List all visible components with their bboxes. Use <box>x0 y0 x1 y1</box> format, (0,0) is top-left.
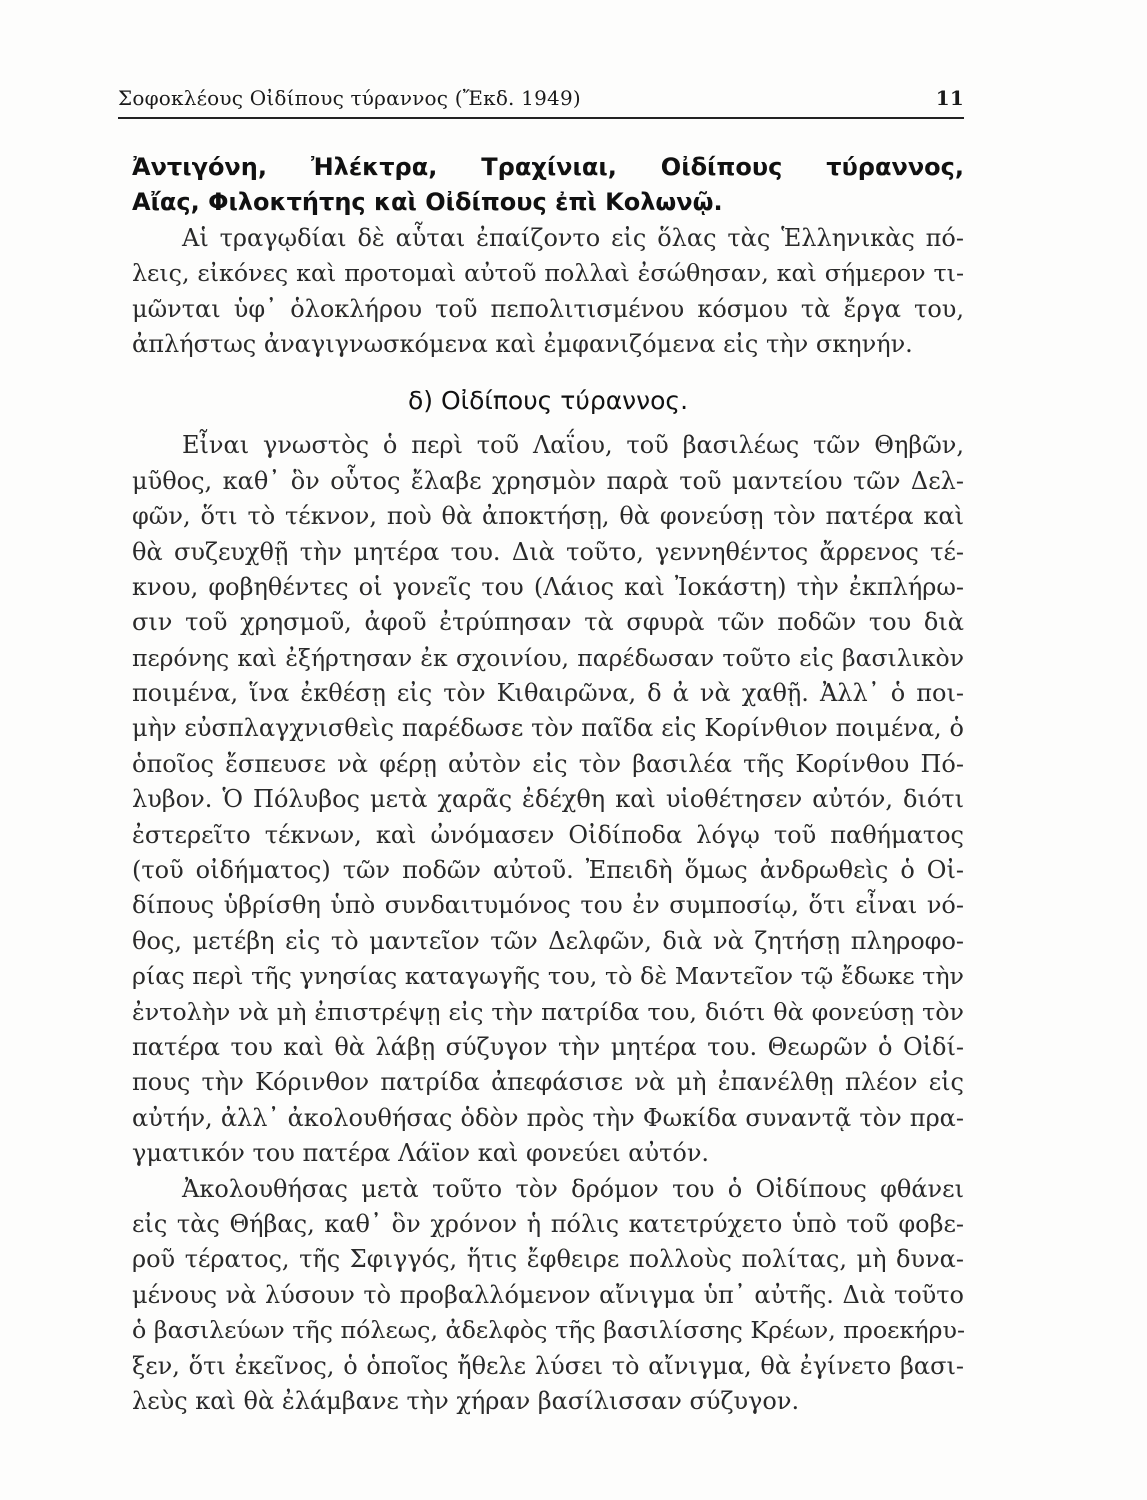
text-line: πατέρα του καὶ θὰ λάβῃ σύζυγον τὴν μητέρα του. Θεωρῶν ὁ Οἰδί- <box>132 1032 964 1061</box>
text-line: ξεν, ὅτι ἐκεῖνος, ὁ ὁποῖος ἤθελε λύσει τὸ αἴνιγμα, θὰ ἐγίνετο βασι- <box>132 1351 964 1380</box>
text-line: Ἀκολουθήσας μετὰ τοῦτο τὸν δρόμον του ὁ Οἰδίπους φθάνει <box>182 1174 964 1203</box>
text-line: θὰ συζευχθῇ τὴν μητέρα του. Διὰ τοῦτο, γεννηθέντος ἄρρενος τέ- <box>132 537 964 566</box>
text-line: θος, μετέβη εἰς τὸ μαντεῖον τῶν Δελφῶν, διὰ νὰ ζητήσῃ πληροφο- <box>132 926 964 955</box>
text-line: μῦθος, καθ᾽ ὃν οὗτος ἔλαβε χρησμὸν παρὰ τοῦ μαντείου τῶν Δελ- <box>132 466 964 495</box>
text-line: μῶνται ὑφ᾽ ὁλοκλήρου τοῦ πεπολιτισμένου κόσμου τὰ ἔργα του, <box>132 294 964 323</box>
text-line: ροῦ τέρατος, τῆς Σφιγγός, ἥτις ἔφθειρε πολλοὺς πολίτας, μὴ δυνα- <box>132 1245 964 1274</box>
text-line: ἀπλήστως ἀναγιγνωσκόμενα καὶ ἐμφανιζόμενα εἰς τὴν σκηνήν. <box>132 329 913 358</box>
text-line: περόνης καὶ ἐξήρτησαν ἐκ σχοινίου, παρέδωσαν τοῦτο εἰς βασιλικὸν <box>132 643 964 672</box>
text-line: λυβον. Ὁ Πόλυβος μετὰ χαρᾶς ἐδέχθη καὶ υἱοθέτησεν αὐτόν, διότι <box>132 785 964 814</box>
text-line: πους τὴν Κόρινθον πατρίδα ἀπεφάσισε νὰ μὴ ἐπανέλθῃ πλέον εἰς <box>132 1068 964 1097</box>
text-line: λεὺς καὶ θὰ ἐλάμβανε τὴν χήραν βασίλισσαν σύζυγον. <box>132 1386 800 1415</box>
page-number: 11 <box>935 86 964 110</box>
text-line: εἰς τὰς Θήβας, καθ᾽ ὃν χρόνον ἡ πόλις κατετρύχετο ὑπὸ τοῦ φοβε- <box>132 1209 964 1238</box>
text-line: μὴν εὐσπλαγχνισθεὶς παρέδωσε τὸν παῖδα εἰς Κορίνθιον ποιμένα, ὁ <box>132 714 964 743</box>
text-line: κνου, φοβηθέντες οἱ γονεῖς του (Λάιος καὶ Ἰοκάστη) τὴν ἐκπλήρω- <box>132 572 964 601</box>
text-line: μένους νὰ λύσουν τὸ προβαλλόμενον αἴνιγμα ὑπ᾽ αὐτῆς. Διὰ τοῦτο <box>132 1280 964 1309</box>
text-line: Εἶναι γνωστὸς ὁ περὶ τοῦ Λαΐου, τοῦ βασιλέως τῶν Θηβῶν, <box>182 431 964 460</box>
text-line: ἐντολὴν νὰ μὴ ἐπιστρέψῃ εἰς τὴν πατρίδα του, διότι θὰ φονεύσῃ τὸν <box>132 997 964 1026</box>
text-line: λεις, εἰκόνες καὶ προτομαὶ αὐτοῦ πολλαὶ ἐσώθησαν, καὶ σήμερον τι- <box>132 259 964 288</box>
text-line: Ἀντιγόνη, Ἠλέκτρα, Τραχίνιαι, Οἰδίπους τύραννος, <box>132 153 964 181</box>
running-header-title: Σοφοκλέους Οἰδίπους τύραννος (Ἔκδ. 1949) <box>118 86 581 110</box>
text-line: αὐτήν, ἀλλ᾽ ἀκολουθήσας ὁδὸν πρὸς τὴν Φωκίδα συναντᾷ τὸν πρα- <box>132 1103 964 1132</box>
text-line: ποιμένα, ἵνα ἐκθέσῃ εἰς τὸν Κιθαιρῶνα, δ ἀ νὰ χαθῇ. Ἀλλ᾽ ὁ ποι- <box>132 679 964 708</box>
text-line: Αἱ τραγῳδίαι δὲ αὗται ἐπαίζοντο εἰς ὅλας τὰς Ἑλληνικὰς πό- <box>182 223 964 252</box>
running-header <box>118 82 964 114</box>
text-line: ρίας περὶ τῆς γνησίας καταγωγῆς του, τὸ δὲ Μαντεῖον τῷ ἔδωκε τὴν <box>132 962 964 991</box>
text-line: φῶν, ὅτι τὸ τέκνον, ποὺ θὰ ἀποκτήσῃ, θὰ φονεύσῃ τὸν πατέρα καὶ <box>132 502 964 531</box>
text-line: ὁποῖος ἔσπευσε νὰ φέρῃ αὐτὸν εἰς τὸν βασιλέα τῆς Κορίνθου Πό- <box>132 749 964 778</box>
text-line: δίπους ὑβρίσθη ὑπὸ συνδαιτυμόνος του ἐν συμποσίῳ, ὅτι εἶναι νό- <box>132 891 964 920</box>
text-line: Αἴας, Φιλοκτήτης καὶ Οἰδίπους ἐπὶ Κολωνῷ. <box>132 188 723 217</box>
text-line: σιν τοῦ χρησμοῦ, ἀφοῦ ἐτρύπησαν τὰ σφυρὰ τῶν ποδῶν του διὰ <box>132 608 964 637</box>
header-rule <box>118 117 964 119</box>
text-line: ὁ βασιλεύων τῆς πόλεως, ἀδελφὸς τῆς βασιλίσσης Κρέων, προεκήρυ- <box>132 1316 965 1345</box>
text-line: ἐστερεῖτο τέκνων, καὶ ὠνόμασεν Οἰδίποδα λόγῳ τοῦ παθήματος <box>132 820 964 849</box>
section-heading: δ) Οἰδίπους τύραννος. <box>407 386 689 416</box>
text-line: γματικόν του πατέρα Λάϊον καὶ φονεύει αὐτόν. <box>132 1139 710 1168</box>
body-text <box>132 150 964 1419</box>
text-line: (τοῦ οἰδήματος) τῶν ποδῶν αὐτοῦ. Ἐπειδὴ ὅμως ἀνδρωθεὶς ὁ Οἰ- <box>132 856 964 885</box>
